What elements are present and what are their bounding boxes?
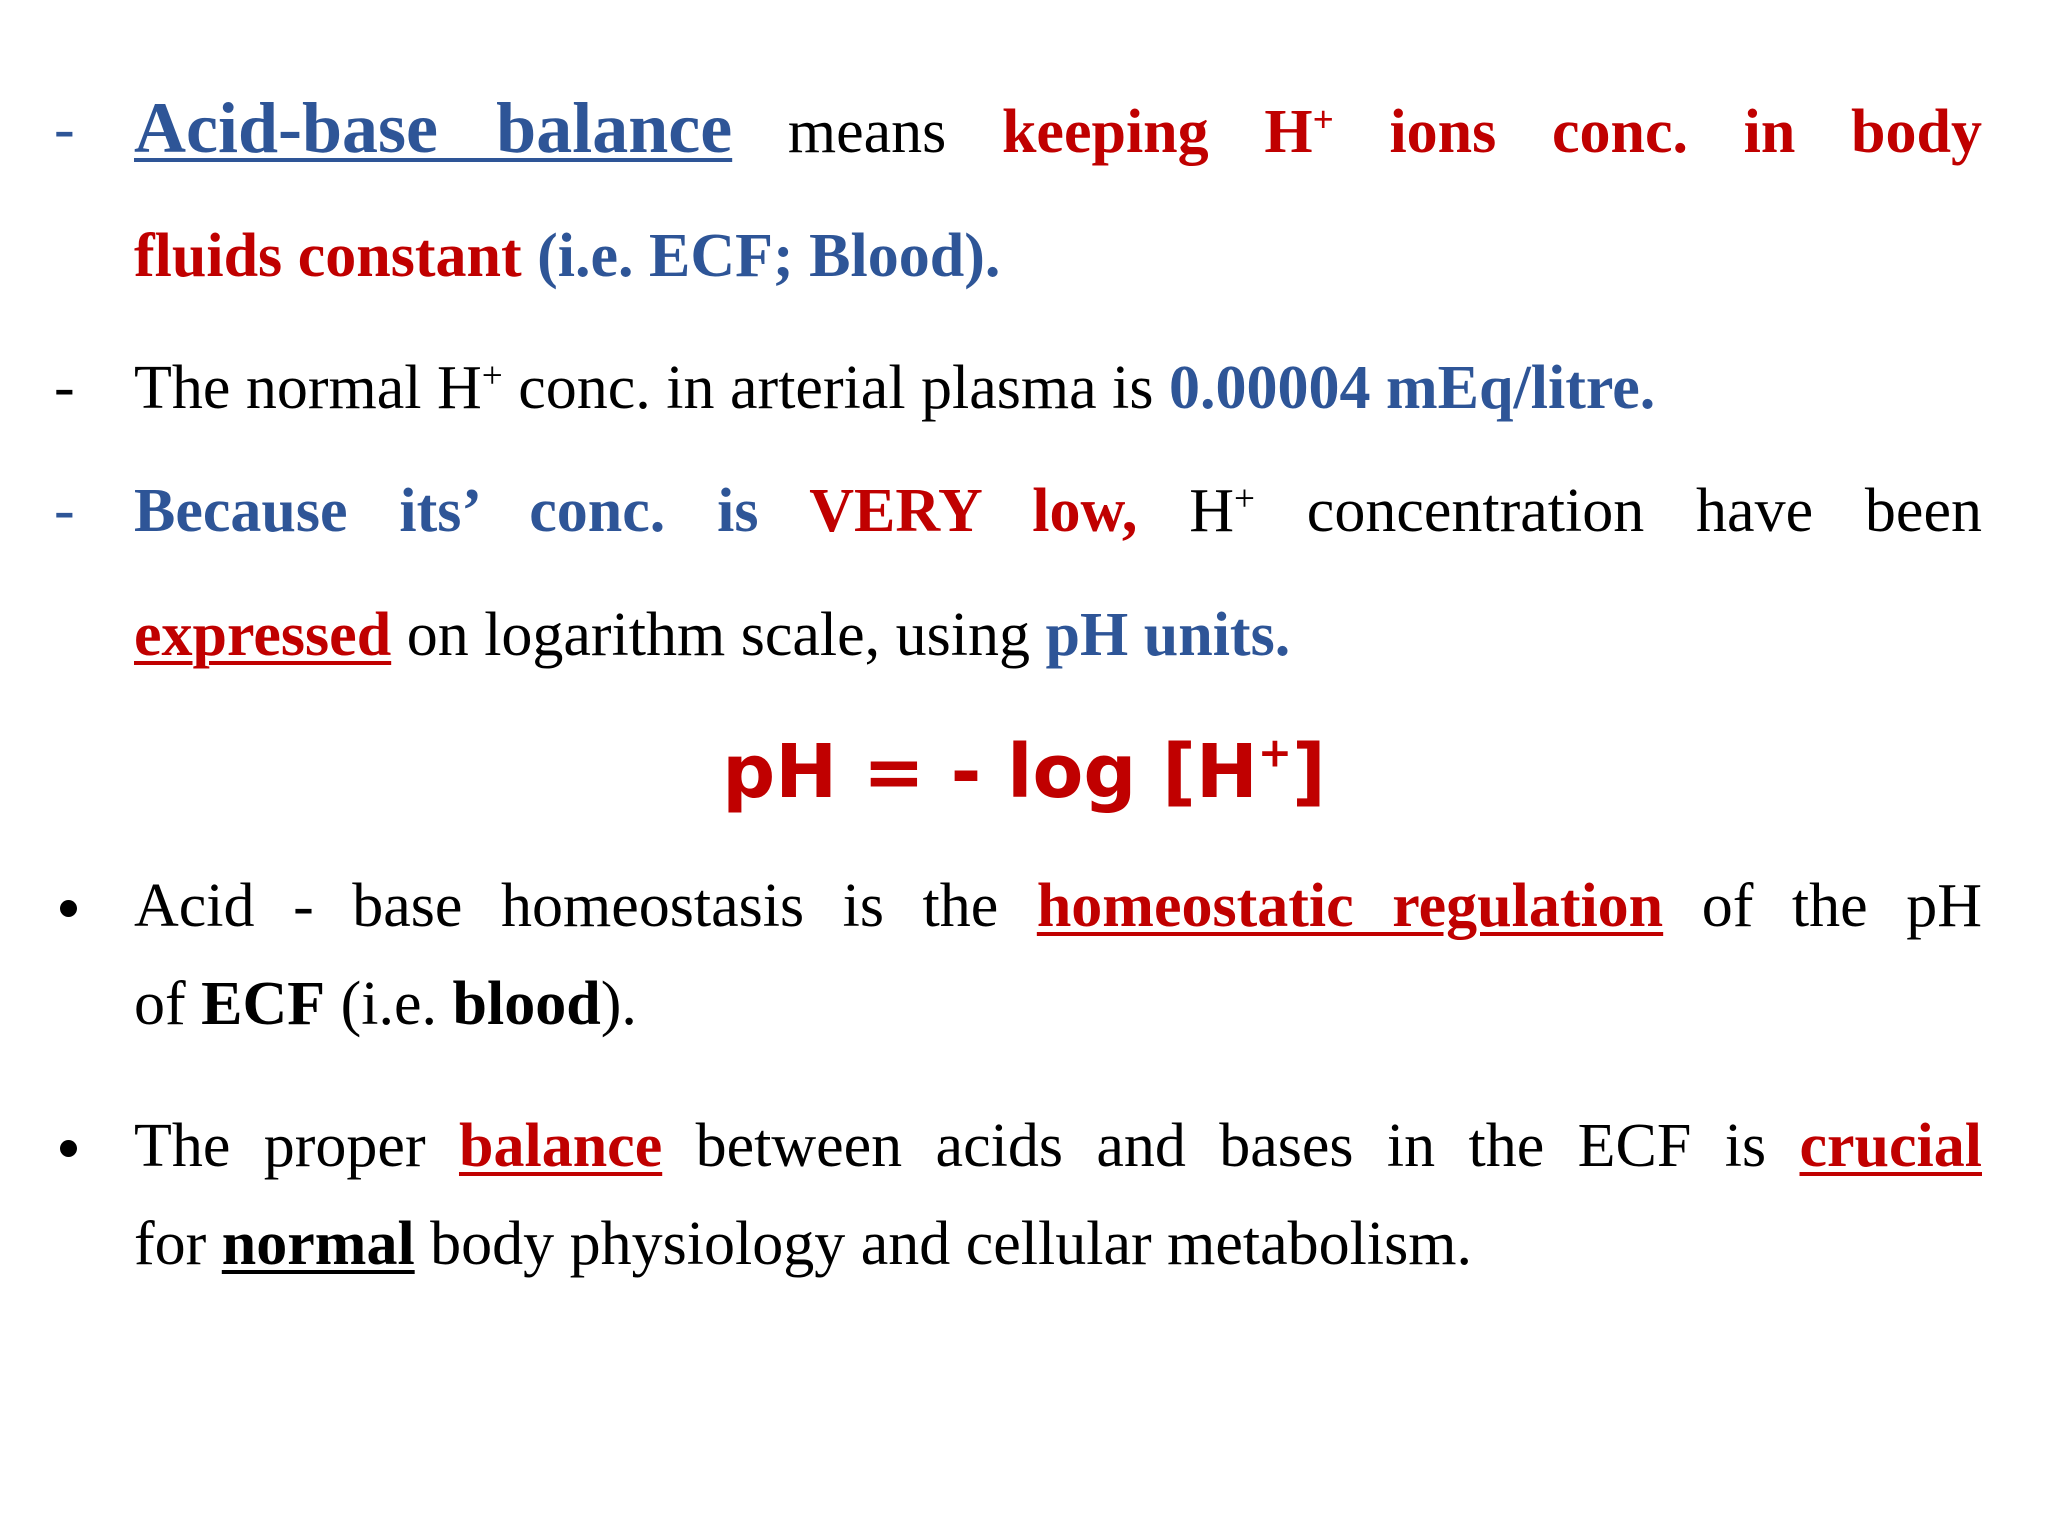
arterial-plasma-text: conc. in arterial plasma is: [502, 354, 1170, 422]
dash-marker: -: [54, 353, 75, 421]
keeping-rest: ions conc. in body: [1333, 98, 1983, 166]
keeping-text: keeping H: [1001, 98, 1313, 166]
of-the-ph-text: of the pH: [1663, 872, 1982, 940]
word-means: means: [787, 98, 947, 166]
term-acid-base-balance: Acid-base balance: [134, 88, 733, 168]
expressed-text: expressed: [134, 601, 392, 669]
bullet-line: [134, 870, 1982, 942]
physiology-text: body physiology and cellular metabolism.: [414, 1210, 1472, 1278]
normal-h-text: The normal H: [134, 354, 482, 422]
bullet-line: [134, 88, 1983, 168]
because-text: Because its’ conc. is: [134, 477, 810, 545]
bullet-text: [134, 870, 1982, 1040]
bullet-line: [134, 475, 1982, 547]
bullet-line: [134, 220, 1982, 292]
bullet-line: [134, 1110, 1982, 1182]
formula-text: pH = - log [H: [722, 729, 1258, 815]
bullet-text: [134, 88, 1983, 292]
superscript-plus: +: [1257, 728, 1292, 777]
proper-text: The proper: [134, 1112, 459, 1180]
superscript-plus: +: [1233, 478, 1255, 520]
bullet-line: [134, 599, 1982, 671]
bullet-line: [134, 352, 1982, 424]
concentration-text: concentration have been: [1254, 477, 1982, 545]
normal-text: normal: [221, 1210, 415, 1278]
dash-marker: -: [54, 95, 75, 163]
bullet-text: [134, 352, 1982, 424]
h-text: H: [1137, 477, 1234, 545]
of-text: of: [134, 970, 202, 1038]
bullet-text: [134, 1110, 1982, 1280]
very-low-text: VERY low,: [809, 477, 1138, 545]
phrase-fluids-constant: fluids constant: [134, 222, 522, 290]
logarithm-text: on logarithm scale, using: [391, 601, 1046, 669]
ph-formula: [0, 728, 2048, 815]
close-paren-text: ).: [600, 970, 637, 1038]
bullet-dot-icon: [60, 900, 77, 917]
dash-marker: -: [54, 476, 75, 544]
crucial-text: crucial: [1799, 1112, 1982, 1180]
bullet-dot-icon: [60, 1140, 77, 1157]
superscript-plus: +: [1312, 99, 1334, 141]
formula-close: ]: [1291, 729, 1326, 815]
phrase-ie-ecf-blood: (i.e. ECF; Blood).: [521, 222, 1001, 290]
superscript-plus: +: [481, 355, 503, 397]
homeostasis-text: Acid - base homeostasis is the: [134, 872, 1037, 940]
phrase-keeping: [1002, 98, 1982, 166]
ph-units-text: pH units.: [1045, 601, 1291, 669]
ie-text: (i.e.: [325, 970, 453, 1038]
bullet-line: [134, 1208, 1982, 1280]
blood-text: blood: [452, 970, 601, 1038]
balance-text: balance: [458, 1112, 663, 1180]
bullet-line: [134, 968, 1982, 1040]
bullet-text: [134, 475, 1982, 671]
between-acids-text: between acids and bases in the ECF is: [662, 1112, 1800, 1180]
ecf-text: ECF: [201, 970, 326, 1038]
for-text: for: [134, 1210, 222, 1278]
value-meq-litre: 0.00004 mEq/litre.: [1169, 354, 1656, 422]
homeostatic-regulation-text: homeostatic regulation: [1036, 872, 1664, 940]
